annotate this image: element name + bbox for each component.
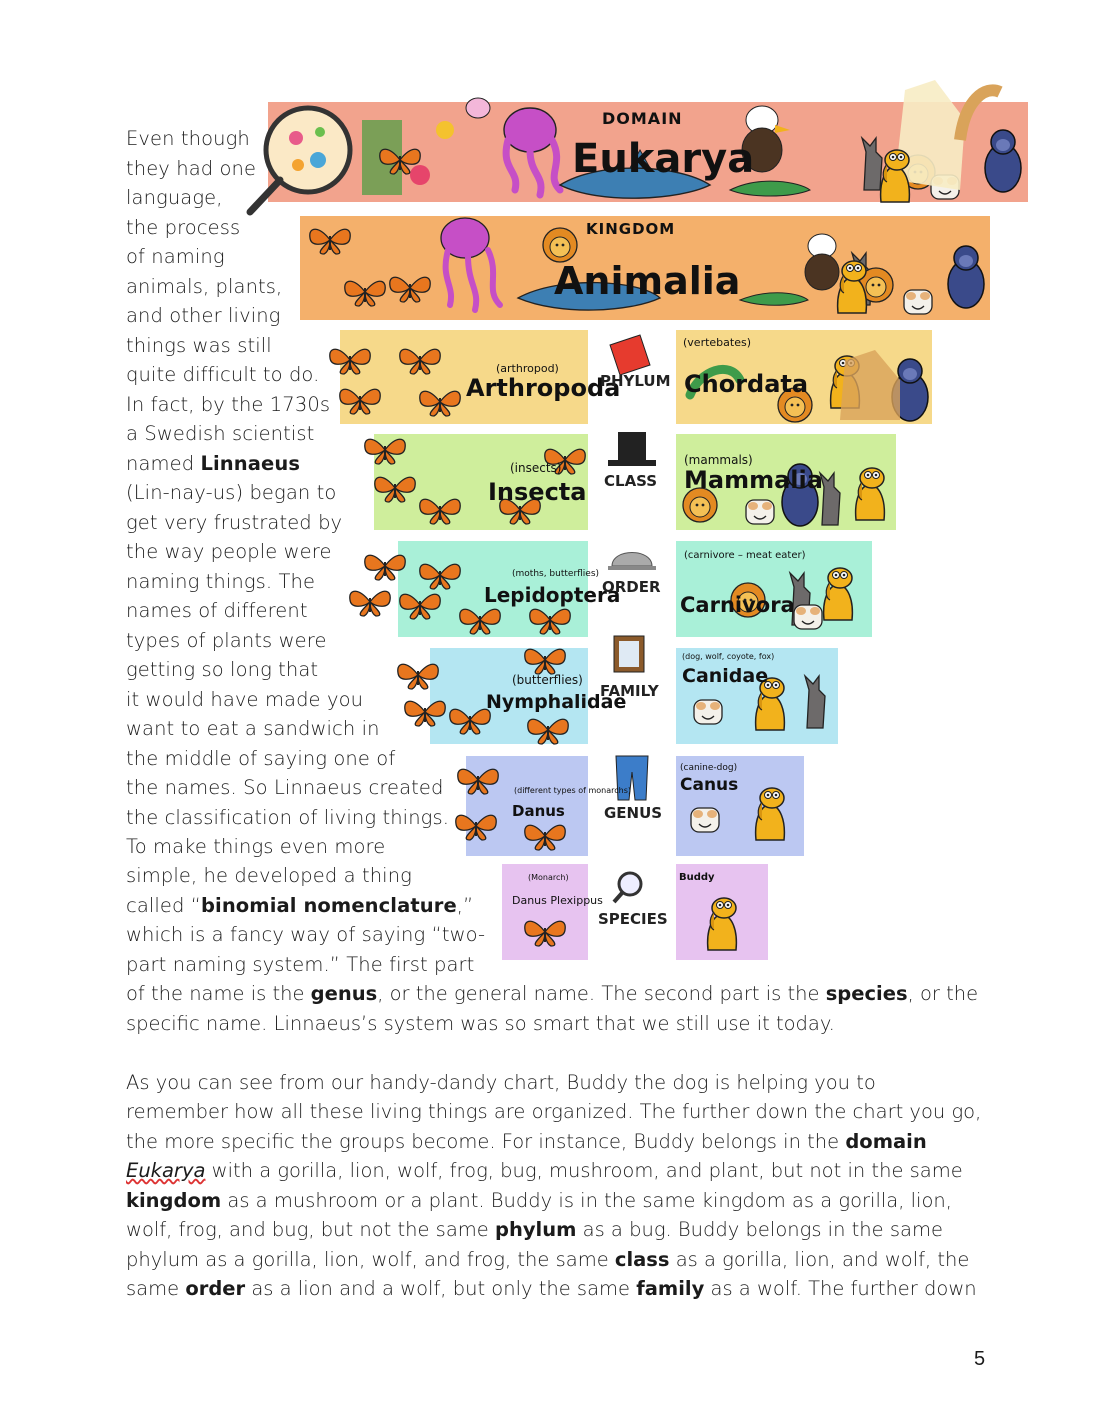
order-left-note: (moths, butterflies) [512,569,600,579]
top-hat-icon [618,432,646,462]
order-right-note: (carnivore – meat eater) [684,550,806,561]
text-span: as a gorilla, lion, and wolf, the [669,1248,970,1271]
text-line: names of different [126,599,308,622]
family-left-name: Nymphalidae [486,691,627,713]
text-line: the classification of living things. [126,806,450,829]
text-line: which is a fancy way of saying “two- [126,923,486,946]
text-line: get very frustrated by [126,511,343,534]
kingdom-band [300,216,990,320]
text-span: of the name is the [126,982,311,1005]
text-line [126,1215,943,1245]
text-line: of naming [126,245,225,268]
text-span: as a lion and a wolf, but only the same [245,1277,637,1300]
text-line: simple, he developed a thing [126,864,412,887]
species-left-name: Danus Plexippus [512,894,603,907]
text-line: types of plants were [126,629,327,652]
kingdom-name-label: Animalia [554,259,741,303]
text-line [126,1274,977,1304]
text-line [126,1186,952,1216]
bold-term-domain: domain [845,1130,927,1153]
cloche-icon [612,553,652,567]
text-span: as a mushroom or a plant. Buddy is in the same kingdom as a gorilla, lion, [221,1189,952,1212]
text-span: , or the [907,982,979,1005]
text-line [126,1156,963,1186]
page-number: 5 [974,1348,986,1370]
text-line: a Swedish scientist [126,422,315,445]
species-right-name: Buddy [679,872,715,883]
text-span: as a bug. Buddy belongs in the same [576,1218,943,1241]
text-span: called “ [126,894,201,917]
spellcheck-word: Eukarya [126,1159,206,1182]
genus-rank-label: GENUS [604,804,663,822]
text-span: wolf, frog, and bug, but not the same [126,1218,495,1241]
family-left-note: (butterflies) [512,673,583,687]
phylum-right-note: (vertebates) [683,336,751,349]
text-span: as a wolf. The further down [704,1277,977,1300]
phylum-rank-label: PHYLUM [600,372,671,390]
folder-icon [610,335,650,375]
text-span: ,” [456,894,474,917]
text-line: things was still [126,334,272,357]
class-right-name: Mammalia [684,466,823,494]
order-row [350,541,872,637]
text-line: language, [126,186,223,209]
class-left-note: (insects) [510,461,562,475]
phylum-right-name: Chordata [684,370,809,398]
text-line: As you can see from our handy-dandy chart, Buddy the dog is helping you to [126,1071,876,1094]
bold-term-phylum: phylum [494,1218,577,1241]
genus-row [456,756,804,856]
order-left-name: Lepidoptera [484,583,621,607]
text-line: the way people were [126,540,332,563]
genus-right-name: Canus [680,775,739,795]
text-line: part naming system.” The first part [126,953,475,976]
text-line [126,1127,927,1157]
domain-rank-label: DOMAIN [602,109,683,128]
domain-name-label: Eukarya [572,136,755,182]
text-line: and other living [126,304,281,327]
bold-term-binomial: binomial nomenclature [200,894,457,917]
text-line: To make things even more [126,835,386,858]
species-row [502,864,768,960]
bold-term-order: order [185,1277,246,1300]
text-line: they had one [126,157,257,180]
text-span: the more specific the groups become. For instance, Buddy belongs in the [126,1130,846,1153]
bold-term-linnaeus: Linnaeus [200,452,301,475]
kingdom-rank-label: KINGDOM [586,220,676,238]
bold-term-kingdom: kingdom [126,1189,222,1212]
text-span: named [126,452,201,475]
bold-term-family: family [636,1277,705,1300]
genus-right-note: (canine-dog) [680,763,738,773]
species-left-note: (Monarch) [528,873,569,882]
bold-term-genus: genus [310,982,378,1005]
species-rank-label: SPECIES [598,910,668,928]
bold-term-species: species [825,982,908,1005]
text-line: want to eat a sandwich in [126,717,380,740]
phylum-left-note: (arthropod) [496,362,559,375]
text-line: it would have made you [126,688,364,711]
text-line: quite difficult to do. [126,363,320,386]
text-line: getting so long that [126,658,319,681]
text-line: animals, plants, [126,275,283,298]
text-line: the process [126,216,241,239]
text-line: the names. So Linnaeus created [126,776,444,799]
text-span: , or the general name. The second part is the [377,982,826,1005]
order-rank-label: ORDER [602,578,661,596]
text-line: remember how all these living things are organized. The further down the chart you go, [126,1100,982,1123]
text-line: Even though [126,127,250,150]
family-right-name: Canidae [682,665,769,687]
phylum-row [330,330,932,424]
text-line: the middle of saying one of [126,747,396,770]
text-line: (Lin-nay-us) began to [126,481,337,504]
class-right-note: (mammals) [684,453,753,467]
phylum-left-name: Arthropoda [466,374,621,402]
class-rank-label: CLASS [604,472,658,490]
family-rank-label: FAMILY [600,682,659,700]
family-right-note: (dog, wolf, coyote, fox) [682,652,775,661]
text-line: In fact, by the 1730s [126,393,331,416]
text-line: naming things. The [126,570,316,593]
domain-band [250,80,1028,212]
text-span: with a gorilla, lion, wolf, frog, bug, mushroom, and plant, but not in the same [205,1159,963,1182]
text-line: specific name. Linnaeus’s system was so smart that we still use it today. [126,1012,835,1035]
magnifier-small-icon [619,873,641,895]
order-right-name: Carnivora [680,593,795,617]
text-span: phylum as a gorilla, lion, wolf, and frog, the same [126,1248,615,1271]
text-span: same [126,1277,186,1300]
text-line [126,1245,969,1275]
class-row [365,432,896,530]
genus-left-note: (different types of monarchs) [514,786,632,795]
class-left-name: Insecta [488,478,587,506]
genus-left-name: Danus [512,802,565,820]
family-row [398,636,838,744]
bold-term-class: class [614,1248,670,1271]
